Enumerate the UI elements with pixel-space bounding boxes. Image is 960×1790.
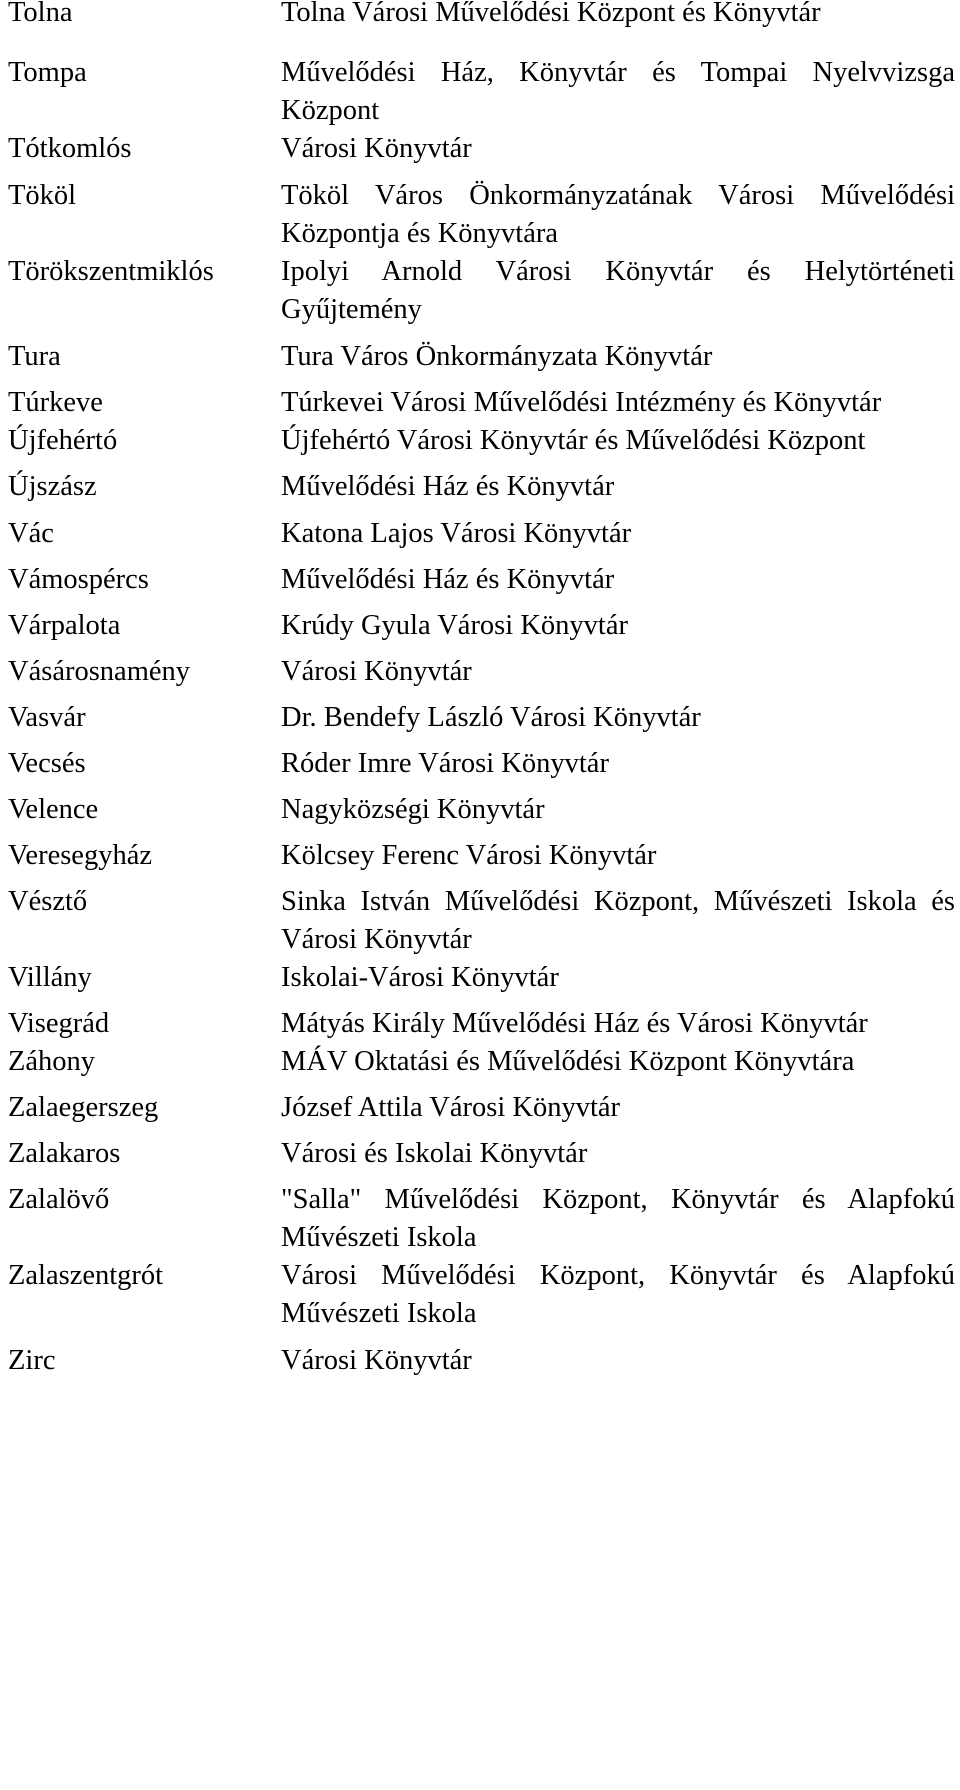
table-row	[8, 422, 955, 460]
institution-name: Dr. Bendefy László Városi Könyvtár	[281, 702, 701, 733]
city-name: Vámospércs	[8, 564, 149, 595]
city-name: Tolna	[8, 0, 73, 28]
institution-name: "Salla" Művelődési Központ, Könyvtár és Alapfokú Művészeti Iskola	[281, 1184, 955, 1253]
city-name: Vác	[8, 518, 54, 549]
table-row	[8, 1089, 955, 1127]
institution-name: Városi Könyvtár	[281, 656, 472, 687]
institution-name: Városi Könyvtár	[281, 1345, 472, 1376]
institution-name: József Attila Városi Könyvtár	[281, 1092, 621, 1123]
table-row	[8, 653, 955, 691]
institution-name: Sinka István Művelődési Központ, Művészeti Iskola és Városi Könyvtár	[281, 886, 955, 955]
city-name: Zirc	[8, 1345, 56, 1376]
table-row	[8, 837, 955, 875]
table-row	[8, 54, 955, 130]
table-row	[8, 0, 955, 32]
city-name: Tompa	[8, 57, 87, 88]
table-row	[8, 561, 955, 599]
table-row	[8, 1181, 955, 1257]
table-row	[8, 338, 955, 376]
city-name: Várpalota	[8, 610, 121, 641]
institution-name: Nagyközségi Könyvtár	[281, 794, 545, 825]
table-row	[8, 468, 955, 506]
city-name: Vésztő	[8, 886, 88, 917]
city-name: Tótkomlós	[8, 133, 132, 164]
table-row	[8, 791, 955, 829]
table-row	[8, 384, 955, 422]
city-name: Zalalövő	[8, 1184, 110, 1215]
city-name: Visegrád	[8, 1008, 110, 1039]
city-name: Vasvár	[8, 702, 86, 733]
city-name: Törökszentmiklós	[8, 256, 214, 287]
institution-name: Túrkevei Városi Művelődési Intézmény és Könyvtár	[281, 387, 882, 418]
table-row	[8, 607, 955, 645]
table-row	[8, 1043, 955, 1081]
institution-name: Városi és Iskolai Könyvtár	[281, 1138, 588, 1169]
institution-name: Ipolyi Arnold Városi Könyvtár és Helytörténeti Gyűjtemény	[281, 256, 955, 325]
institution-name: Mátyás Király Művelődési Ház és Városi Könyvtár	[281, 1008, 868, 1039]
city-name: Záhony	[8, 1046, 96, 1077]
institution-name: Krúdy Gyula Városi Könyvtár	[281, 610, 628, 641]
institution-name: Újfehértó Városi Könyvtár és Művelődési Központ	[281, 425, 866, 456]
institution-name: Művelődési Ház és Könyvtár	[281, 564, 615, 595]
table-row	[8, 883, 955, 959]
institution-name: Róder Imre Városi Könyvtár	[281, 748, 609, 779]
table-row	[8, 130, 955, 168]
institution-name: Művelődési Ház és Könyvtár	[281, 471, 615, 502]
institution-name: Városi Könyvtár	[281, 133, 472, 164]
table-row	[8, 515, 955, 553]
table-row	[8, 699, 955, 737]
institution-name: Tököl Város Önkormányzatának Városi Művelődési Központja és Könyvtára	[281, 180, 955, 249]
table-row	[8, 1257, 955, 1333]
city-name: Újszász	[8, 471, 97, 502]
city-name: Tököl	[8, 180, 77, 211]
institution-name: Városi Művelődési Központ, Könyvtár és Alapfokú Művészeti Iskola	[281, 1260, 955, 1329]
city-name: Villány	[8, 962, 92, 993]
city-name: Vecsés	[8, 748, 86, 779]
institution-name: Katona Lajos Városi Könyvtár	[281, 518, 632, 549]
table-row	[8, 177, 955, 253]
city-name: Zalakaros	[8, 1138, 121, 1169]
institution-name: Kölcsey Ferenc Városi Könyvtár	[281, 840, 657, 871]
city-name: Veresegyház	[8, 840, 153, 871]
institution-name: Művelődési Ház, Könyvtár és Tompai Nyelvvizsga Központ	[281, 57, 955, 126]
city-name: Tura	[8, 341, 61, 372]
city-name: Vásárosnamény	[8, 656, 191, 687]
institution-name: Iskolai-Városi Könyvtár	[281, 962, 559, 993]
institution-name: MÁV Oktatási és Művelődési Központ Könyvtára	[281, 1046, 855, 1077]
table-row	[8, 253, 955, 329]
library-list-table	[8, 0, 955, 1380]
institution-name: Tura Város Önkormányzata Könyvtár	[281, 341, 713, 372]
table-row	[8, 1135, 955, 1173]
table-row	[8, 959, 955, 997]
city-name: Újfehértó	[8, 425, 118, 456]
table-row	[8, 1005, 955, 1043]
table-row	[8, 745, 955, 783]
table-row	[8, 1342, 955, 1380]
city-name: Zalaszentgrót	[8, 1260, 164, 1291]
city-name: Zalaegerszeg	[8, 1092, 159, 1123]
institution-name: Tolna Városi Művelődési Központ és Könyvtár	[281, 0, 821, 28]
city-name: Túrkeve	[8, 387, 103, 418]
city-name: Velence	[8, 794, 99, 825]
